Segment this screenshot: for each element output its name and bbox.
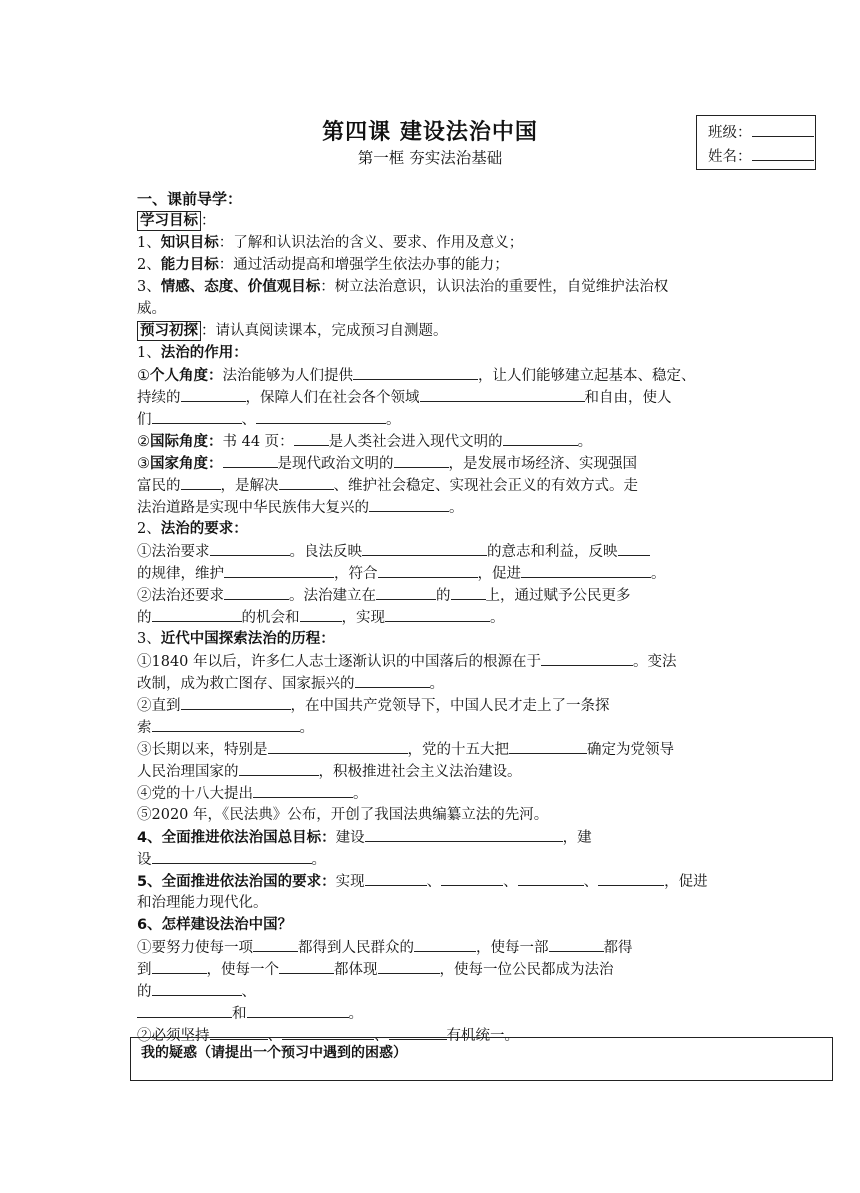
- answer-blank[interactable]: [224, 562, 334, 578]
- q6-line-4: 和 。: [137, 1002, 727, 1024]
- goal-3-cont: 威。: [137, 301, 166, 317]
- worksheet-content: 一、课前导学： 学习目标 ： 1、知识目标：了解和认识法治的含义、要求、作用及意义； 2、能力目标：通过活动提高和增强学生依法办事的能力； 3、情感、态度、价值观目标：树立法治意识，认识法治的重要性，自觉维护法治权 威。 预习初探 ：请认真阅读课本，完成预习自测题。 1、法治的作用： ①个人角度：法治能够为人们提供 ，让人们能够建立起基本、稳定、 持续的 ，保障人们在社会各个领域 和自由，使人 们 、 。 ②国际角度：书 44 页： 是人类社会进入现代文明的 。 ③国家角度： 是现代政治文明的 ，是发展市场经济、实现强国 富民的 ，是解决 、维护社会稳定、实现社会正义的有效方式。走 法治道路是实现中华民族伟大复兴的 。 2、法治的要求： ①法治要求 。良法反映 的意志和利益，反映 的规律，维护 ，符合 ，促进 。 ②法治还要求 。法治建立在 的 上，通过赋予公民更多 的 的机会和 ，实现 。 3、近代中国探索法治的历程： ①1840 年以后，许多仁人志士逐渐认识的中国落后的根源在于 。变法 改制，成为救亡图存、国家振兴的 。 ②直到 ，在中国共产党领导下，中国人民才走上了一条探 索 。 ③长期以来，特别是 ，党的十五大把 确定为党领导 人民治理国家的 ，积极推进社会主义法治建设。 ④党的十八大提出 。 ⑤2020 年，《民法典》公布，开创了我国法典编纂立法的先河。 4、全面推进依法治国总目标：建设 ，建 设 。 5、全面推进依法治国的要求：实现 、 、 、 ，促进 和治理能力现代化。 6、怎样建设法治中国？ ①要努力使每一项 都得到人民群众的 ，使每一部 都得 到 ，使每一个 都体现 ，使每一位公民都成为法治 的 、 和 。 ②必须坚持 、 、 有机统一。: [137, 188, 727, 1046]
- answer-blank[interactable]: [353, 364, 478, 380]
- answer-blank[interactable]: [224, 584, 289, 600]
- answer-blank[interactable]: [509, 738, 587, 754]
- q3-line-8: ⑤2020 年，《民法典》公布，开创了我国法典编纂立法的先河。: [137, 807, 549, 823]
- q5-line-1: 5、全面推进依法治国的要求：实现 、 、 、 ，促进: [137, 870, 727, 892]
- doubt-box[interactable]: [130, 1037, 833, 1081]
- answer-blank[interactable]: [239, 760, 319, 776]
- q4-line-1: 4、全面推进依法治国总目标：建设 ，建: [137, 826, 727, 848]
- q3-line-6: 人民治理国家的 ，积极推进社会主义法治建设。: [137, 760, 727, 782]
- q3-line-4: 索 。: [137, 716, 727, 738]
- answer-blank[interactable]: [369, 496, 449, 512]
- q2-line-4: 的 的机会和 ，实现 。: [137, 606, 727, 628]
- answer-blank[interactable]: [223, 452, 278, 468]
- answer-blank[interactable]: [279, 474, 334, 490]
- answer-blank[interactable]: [279, 958, 334, 974]
- answer-blank[interactable]: [300, 606, 342, 622]
- q6-line-5: ②必须坚持 、 、 有机统一。: [137, 1024, 727, 1046]
- answer-blank[interactable]: [441, 870, 503, 886]
- name-label: 姓名：: [708, 149, 752, 165]
- answer-blank[interactable]: [181, 694, 291, 710]
- class-blank[interactable]: [752, 121, 814, 137]
- q3-line-7: ④党的十八大提出 。: [137, 782, 727, 804]
- q1-line-2: 持续的 ，保障人们在社会各个领域 和自由，使人: [137, 386, 727, 408]
- q1-line-7: 法治道路是实现中华民族伟大复兴的 。: [137, 496, 727, 518]
- q3-heading: 3、近代中国探索法治的历程：: [137, 631, 335, 647]
- q3-line-3: ②直到 ，在中国共产党领导下，中国人民才走上了一条探: [137, 694, 727, 716]
- q6-line-1: ①要努力使每一项 都得到人民群众的 ，使每一部 都得: [137, 936, 727, 958]
- q1-heading: 1、法治的作用：: [137, 345, 248, 361]
- answer-blank[interactable]: [518, 870, 584, 886]
- class-label: 班级：: [708, 125, 752, 141]
- answer-blank[interactable]: [598, 870, 664, 886]
- q2-heading: 2、法治的要求：: [137, 521, 248, 537]
- q1-line-3: 们 、 。: [137, 408, 727, 430]
- q3-line-1: ①1840 年以后，许多仁人志士逐渐认识的中国落后的根源在于 。变法: [137, 650, 727, 672]
- q4-line-2: 设 。: [137, 848, 727, 870]
- q6-line-2: 到 ，使每一个 都体现 ，使每一位公民都成为法治: [137, 958, 727, 980]
- q6-line-3: 的 、: [137, 980, 727, 1002]
- preview-intro: 预习初探 ：请认真阅读课本，完成预习自测题。: [137, 320, 727, 342]
- answer-blank[interactable]: [521, 562, 651, 578]
- answer-blank[interactable]: [181, 474, 221, 490]
- name-blank[interactable]: [752, 145, 814, 161]
- answer-blank[interactable]: [365, 826, 563, 842]
- answer-blank[interactable]: [541, 650, 633, 666]
- answer-blank[interactable]: [549, 936, 604, 952]
- q5-line-2: 和治理能力现代化。: [137, 895, 268, 911]
- q6-heading: 6、怎样建设法治中国？: [137, 917, 293, 933]
- answer-blank[interactable]: [210, 540, 290, 556]
- answer-blank[interactable]: [137, 1002, 232, 1018]
- answer-blank[interactable]: [376, 584, 436, 600]
- answer-blank[interactable]: [451, 584, 486, 600]
- q1-line-4: ②国际角度：书 44 页： 是人类社会进入现代文明的 。: [137, 430, 727, 452]
- answer-blank[interactable]: [503, 430, 578, 446]
- q2-line-1: ①法治要求 。良法反映 的意志和利益，反映: [137, 540, 727, 562]
- goal-1: 1、知识目标：了解和认识法治的含义、要求、作用及意义；: [137, 235, 524, 251]
- answer-blank[interactable]: [355, 672, 430, 688]
- answer-blank[interactable]: [294, 430, 329, 446]
- q2-line-2: 的规律，维护 ，符合 ，促进 。: [137, 562, 727, 584]
- answer-blank[interactable]: [152, 848, 312, 864]
- answer-blank[interactable]: [247, 1002, 349, 1018]
- q3-line-2: 改制，成为救亡图存、国家振兴的 。: [137, 672, 727, 694]
- answer-blank[interactable]: [152, 980, 242, 996]
- goal-2: 2、能力目标：通过活动提高和增强学生依法办事的能力；: [137, 257, 509, 273]
- answer-blank[interactable]: [362, 540, 487, 556]
- answer-blank[interactable]: [385, 606, 490, 622]
- answer-blank[interactable]: [268, 738, 408, 754]
- answer-blank[interactable]: [256, 408, 386, 424]
- answer-blank[interactable]: [152, 958, 207, 974]
- answer-blank[interactable]: [378, 562, 478, 578]
- answer-blank[interactable]: [394, 452, 449, 468]
- answer-blank[interactable]: [152, 408, 242, 424]
- doubt-label: 我的疑惑（请提出一个预习中遇到的困惑）: [141, 1045, 407, 1061]
- goals-label: 学习目标: [137, 211, 201, 231]
- q1-line-6: 富民的 ，是解决 、维护社会稳定、实现社会正义的有效方式。走: [137, 474, 727, 496]
- answer-blank[interactable]: [152, 716, 300, 732]
- q2-line-3: ②法治还要求 。法治建立在 的 上，通过赋予公民更多: [137, 584, 727, 606]
- answer-blank[interactable]: [414, 936, 476, 952]
- answer-blank[interactable]: [420, 386, 585, 402]
- q1-line-1: ①个人角度：法治能够为人们提供 ，让人们能够建立起基本、稳定、: [137, 364, 727, 386]
- answer-blank[interactable]: [365, 870, 427, 886]
- student-info-box: [696, 115, 816, 170]
- q1-line-5: ③国家角度： 是现代政治文明的 ，是发展市场经济、实现强国: [137, 452, 727, 474]
- answer-blank[interactable]: [253, 782, 353, 798]
- goal-3: 3、情感、态度、价值观目标：树立法治意识，认识法治的重要性，自觉维护法治权: [137, 279, 669, 295]
- answer-blank[interactable]: [378, 958, 440, 974]
- answer-blank[interactable]: [618, 540, 650, 556]
- answer-blank[interactable]: [152, 606, 242, 622]
- page-subtitle: 第一框 夯实法治基础: [357, 149, 503, 167]
- preview-label: 预习初探: [137, 321, 201, 341]
- q3-line-5: ③长期以来，特别是 ，党的十五大把 确定为党领导: [137, 738, 727, 760]
- section-heading: 一、课前导学：: [137, 190, 243, 208]
- answer-blank[interactable]: [181, 386, 246, 402]
- page-title: 第四课 建设法治中国: [322, 120, 538, 145]
- answer-blank[interactable]: [253, 936, 298, 952]
